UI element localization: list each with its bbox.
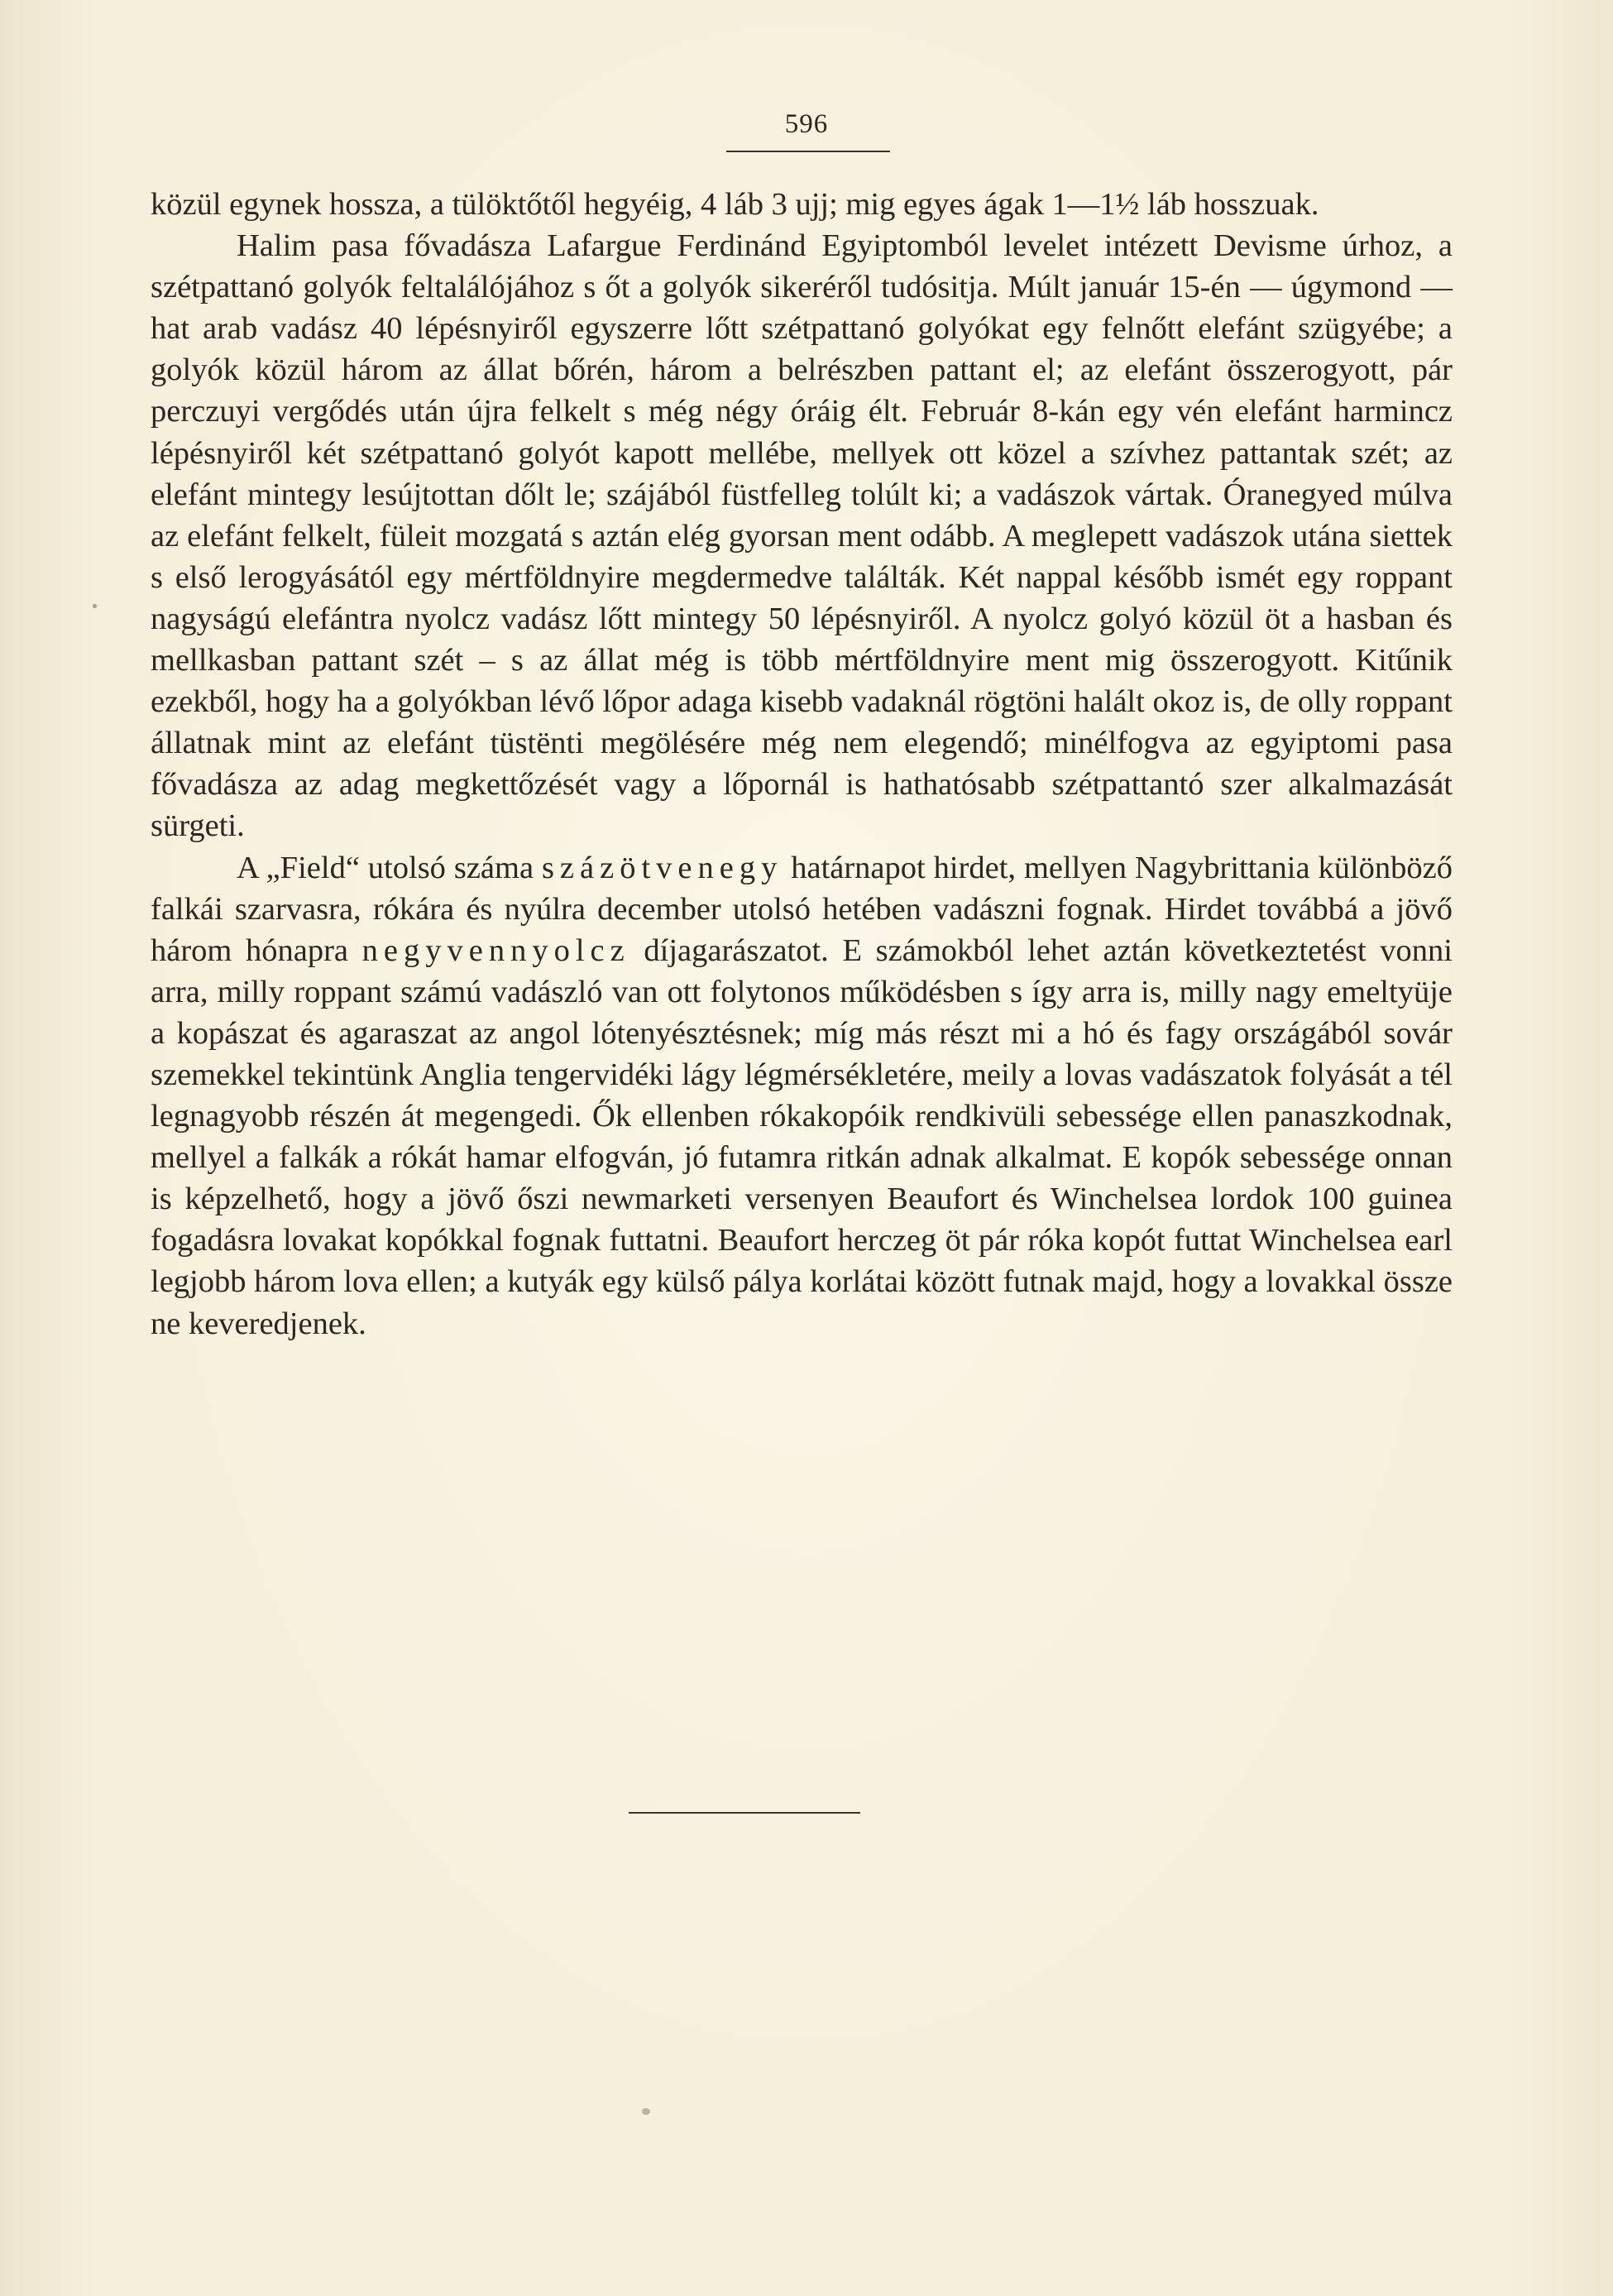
paragraph-text-segment: díjagarászatot. E számokból lehet aztán következtetést vonni arra, milly roppant számú vadászló van ott folytonos működésben s így arra is, milly nagy emeltyüje a kopászat és agaraszat az angol lótenyésztésnek; míg más részt mi a hó és fagy országából sovár szemekkel tekintünk Anglia tengervidéki lágy légmérsékletére, meily a lovas vadászatok folyását a tél legnagyobb részén át megengedi. Ők ellenben rókakopóik rendkivüli sebessége ellen panaszkodnak, mellyel a falkák a rókát hamar elfogván, jó futamra ritkán adnak alkalmat. E kopók sebessége onnan is képzelhető, hogy a jövő őszi newmarketi versenyen Beaufort és Winchelsea lordok 100 guinea fogadásra lovakat kopókkal fognak futtatni. Beaufort herczeg öt pár róka kopót futtat Winchelsea earl legjobb három lova ellen; a kutyák egy külső pálya korlátai között futnak majd, hogy a lovakkal össze ne keveredjenek. [151, 932, 1453, 1341]
page-number: 596 [784, 109, 829, 139]
header-rule [726, 151, 890, 152]
footer-rule [629, 1812, 860, 1814]
paragraph-text-segment: határnapot hirdet, mellyen Nagybrittania különböző falkái szarvasra, rókára és nyúlra december utolsó hetében vadászni fognak. Hirdet továbbá a jövő három hónapra [151, 850, 1453, 968]
paragraph-field-announcement [151, 847, 1453, 1345]
emphasized-number: százötvenegy [541, 850, 783, 885]
paragraph-text-segment: A „Field“ utolsó száma [237, 850, 542, 885]
paper-speck [93, 604, 97, 608]
ink-smudge [642, 2108, 650, 2115]
paragraph-continuation: közül egynek hossza, a tülöktőtől hegyéig, 4 láb 3 ujj; mig egyes ágak 1—1½ láb hosszuak. [151, 187, 1319, 222]
paragraph-elephant-hunt: Halim pasa fővadásza Lafargue Ferdinánd Egyiptomból levelet intézett Devisme úrhoz, a szétpattanó golyók feltalálójához s őt a golyók sikeréről tudósitja. Múlt január 15-én — úgymond — hat arab vadász 40 lépésnyiről egyszerre lőtt szétpattanó golyókat egy felnőtt elefánt szügyébe; a golyók közül három az állat bőrén, három a belrészben pattant el; az elefánt összerogyott, pár perczuyi vergődés után újra felkelt s még négy óráig élt. Február 8-kán egy vén elefánt harmincz lépésnyiről két szétpattanó golyót kapott mellébe, mellyek ott közel a szívhez pattantak szét; az elefánt mintegy lesújtottan dőlt le; szájából füstfelleg tolúlt ki; a vadászok vártak. Óranegyed múlva az elefánt felkelt, füleit mozgatá s aztán elég gyorsan ment odább. A meglepett vadászok utána siettek s első lerogyásától egy mértföldnyire megdermedve találták. Két nappal később ismét egy roppant nagyságú elefántra nyolcz vadász lőtt mintegy 50 lépésnyiről. A nyolcz golyó közül öt a hasban és mellkasban pattant szét – s az állat még is több mértföldnyire ment mig összerogyott. Kitűnik ezekből, hogy ha a golyókban lévő lőpor adaga kisebb vadaknál rögtöni halált okoz is, de olly roppant állatnak mint az elefánt tüstënti megölésére még nem elegendő; minélfogva az egyiptomi pasa fővadásza az adag megkettőzését vagy a lőpornál is hathatósabb szétpattantó szer alkalmazását sürgeti. [151, 228, 1453, 844]
emphasized-number: negyvennyolcz [361, 932, 630, 968]
article-body [151, 184, 1453, 1345]
